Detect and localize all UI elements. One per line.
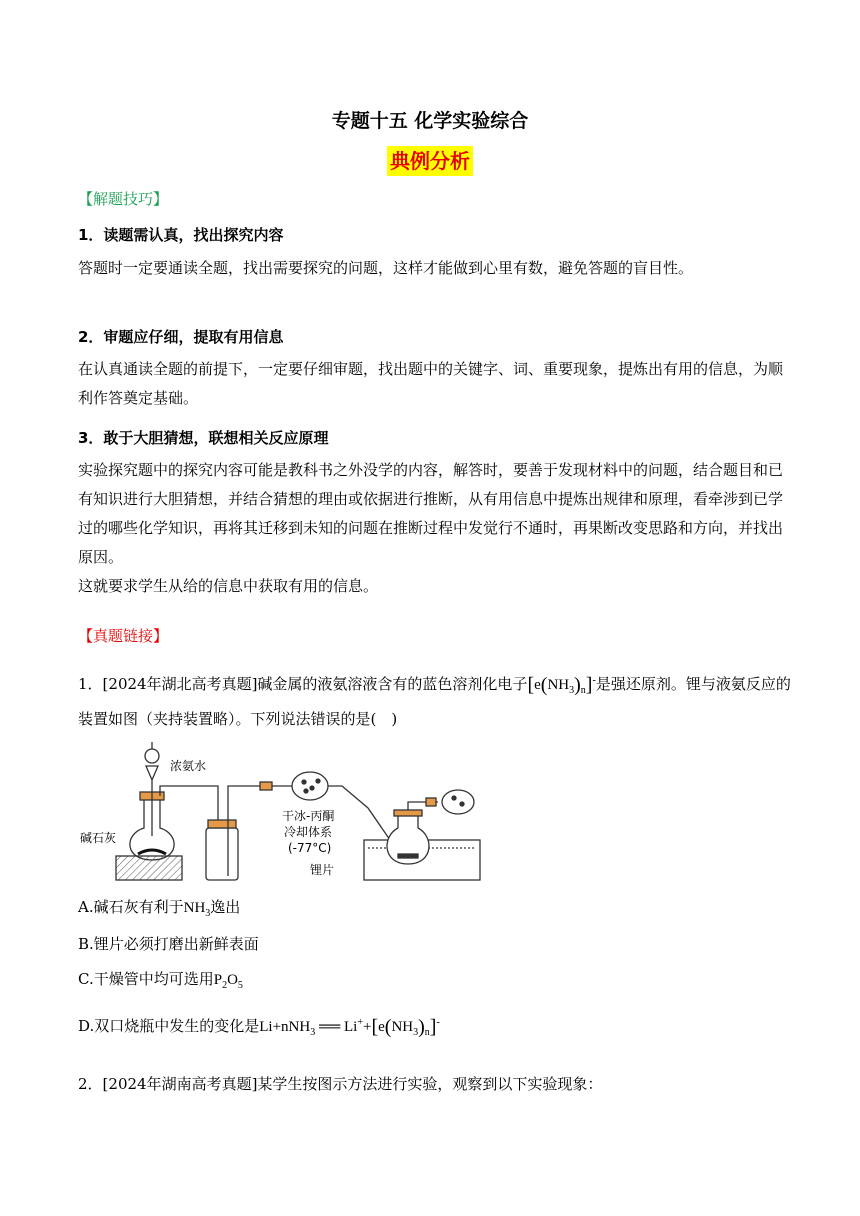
page-title: 专题十五 化学实验综合 <box>331 110 529 132</box>
option-b: B.锂片必须打磨出新鲜表面 <box>78 935 259 953</box>
label-ammonia: 浓氨水 <box>170 759 207 773</box>
question-1-text-b: 是强还原剂。锂与液氨反应的装置如图（夹持装置略）。下列说法错误的是( ) <box>78 675 791 728</box>
apparatus-figure <box>78 736 498 886</box>
label-cooling-3: (-77°C) <box>288 841 332 855</box>
skills-tag: 【解题技巧】 <box>78 190 169 208</box>
option-c: C.干燥管中均可选用$P_2O_5$ <box>78 970 243 991</box>
question-1-stem <box>78 666 798 734</box>
drying-tube-1 <box>292 772 328 800</box>
subtitle-wrap <box>0 146 860 176</box>
label-lithium: 锂片 <box>310 863 335 877</box>
skill-heading-2: 2．审题应仔细，提取有用信息 <box>78 328 284 346</box>
wash-bottle <box>206 828 238 880</box>
skill-body-1: 答题时一定要通读全题，找出需要探究的问题，这样才能做到心里有数，避免答题的盲目性。 <box>78 259 694 277</box>
reaction-equation: Li+nNH$_3$ ══ $Li^++[e(NH_3)_n]^-$ <box>259 1016 440 1038</box>
skill-heading-3: 3．敢于大胆猜想，联想相关反应原理 <box>78 429 329 447</box>
solvated-electron-formula: $[e(NH_3)_n]^-$ <box>527 674 596 696</box>
skill-body-3: 实验探究题中的探究内容可能是教科书之外没学的内容，解答时，要善于发现材料中的问题，结合题目和已有知识进行大胆猜想，并结合猜想的理由或依据进行推断，从有用信息中提炼出规律和原理，看牵涉到已学过的哪些化学知识，再将其迁移到未知的问题在推断过程中发觉行不通时，再果断改变思路和方向，并找出原因。 <box>78 461 784 566</box>
skill-heading-1: 1．读题需认真，找出探究内容 <box>78 226 284 244</box>
real-exam-tag: 【真题链接】 <box>78 627 169 645</box>
drying-tube-2 <box>442 790 474 814</box>
section-subtitle: 典例分析 <box>387 146 473 176</box>
label-cooling-1: 干冰-丙酮 <box>282 809 335 823</box>
skills-closing: 这就要求学生从给的信息中获取有用的信息。 <box>78 577 379 595</box>
skill-body-2: 在认真通读全题的前提下，一定要仔细审题，找出题中的关键字、词、重要现象，提炼出有用的信息，为顺利作答奠定基础。 <box>78 360 784 407</box>
option-a: A.碱石灰有利于$NH_3$逸出 <box>78 898 241 919</box>
option-d: D.双口烧瓶中发生的变化是Li+nNH$_3$ ══ $Li^++[e(NH_3)_n]^-$ <box>78 1016 440 1038</box>
question-1-text-a: 1．[2024年湖北高考真题]碱金属的液氨溶液含有的蓝色溶剂化电子 <box>78 675 528 693</box>
label-cooling-2: 冷却体系 <box>284 825 333 839</box>
question-2-stem: 2．[2024年湖南高考真题]某学生按图示方法进行实验，观察到以下实验现象： <box>78 1075 603 1093</box>
label-soda-lime: 碱石灰 <box>80 831 117 845</box>
